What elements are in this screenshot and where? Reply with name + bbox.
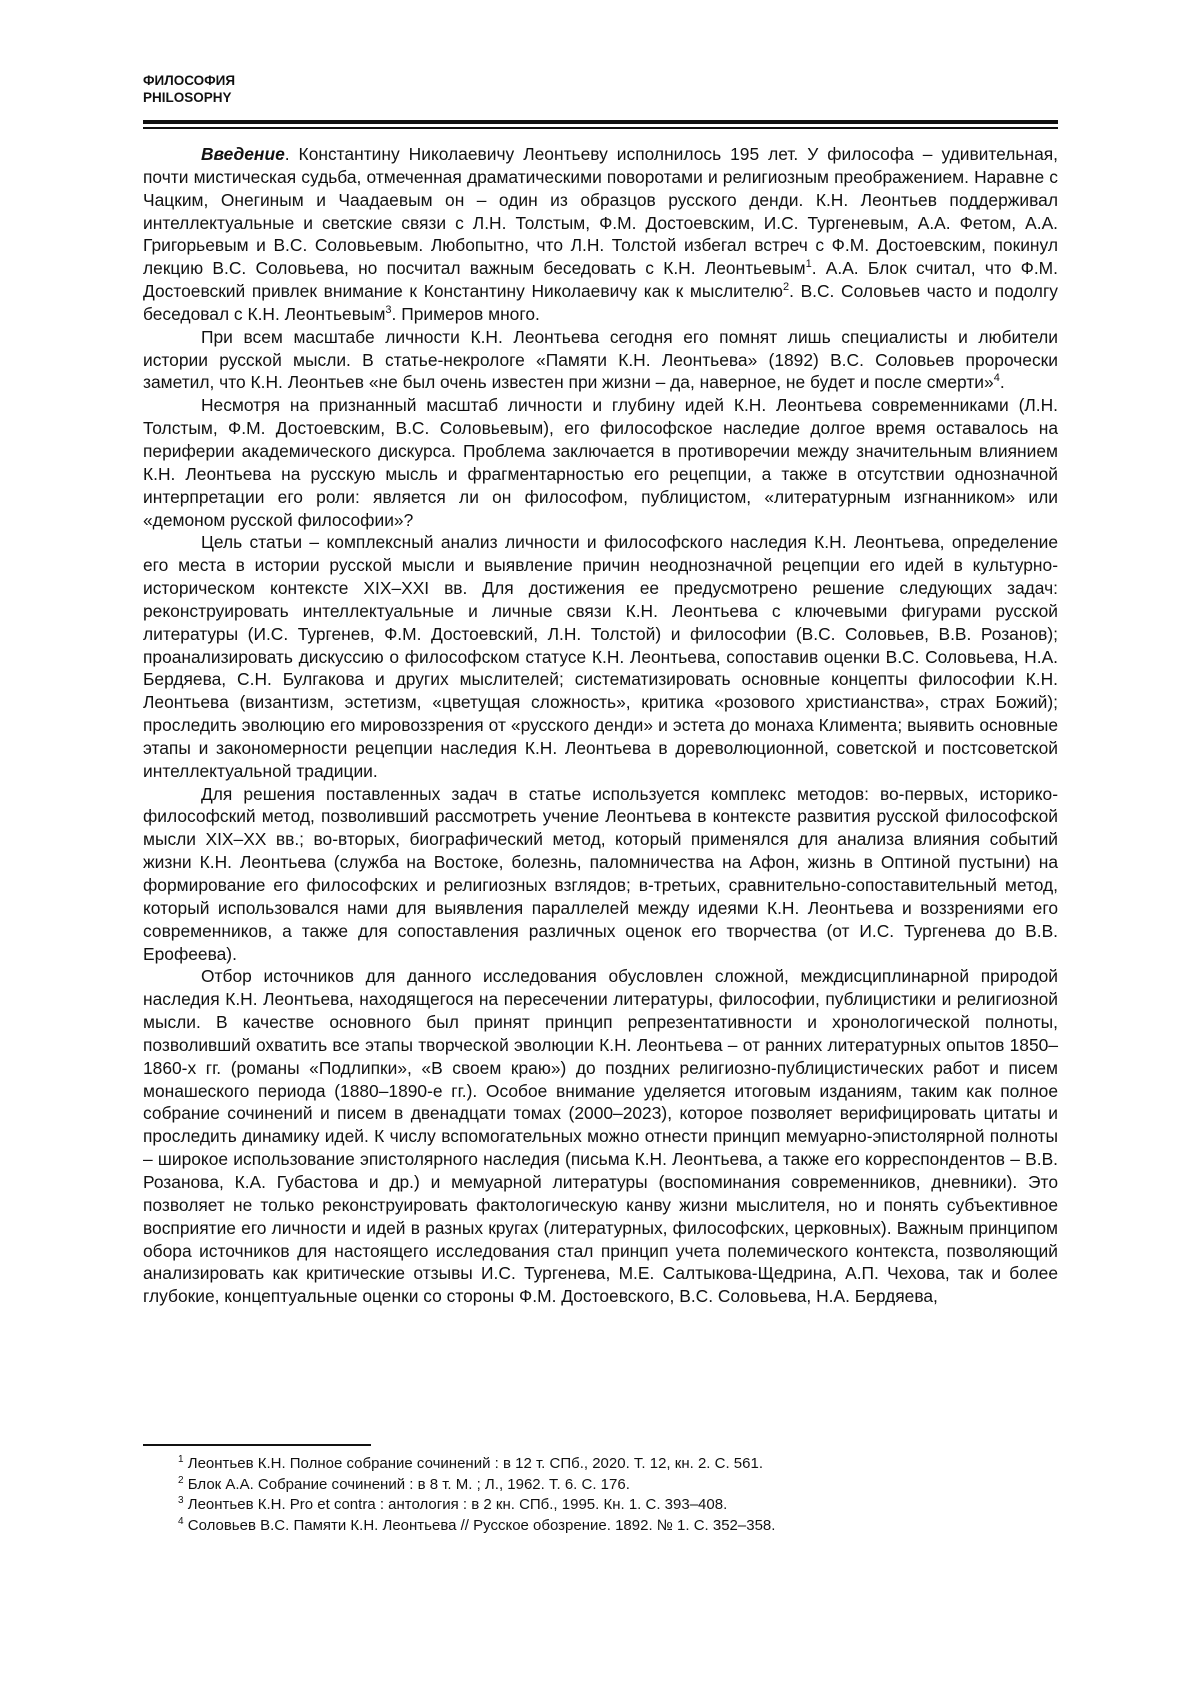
footnote-number: 3 xyxy=(178,1495,184,1506)
footnote-separator xyxy=(143,1444,371,1446)
introduction-heading: Введение xyxy=(201,144,285,164)
paragraph-reception xyxy=(143,326,1058,395)
paragraph-sources: Отбор источников для данного исследования обусловлен сложной, междисциплинарной природой наследия К.Н. Леонтьева, находящегося на пересечении литературы, философии, публицистики и религиозной мысли. В качестве основного был принят принцип репрезентативности и хронологической полноты, позволивший охватить все этапы творческой эволюции К.Н. Леонтьева – от ранних литературных опытов 1850–1860-х гг. (романы «Подлипки», «В своем краю») до поздних религиозно-публицистических работ и писем монашеского периода (1880–1890-е гг.). Особое внимание уделяется итоговым изданиям, таким как полное собрание сочинений и писем в двенадцати томах (2000–2023), которое позволяет верифицировать цитаты и проследить динамику идей. К числу вспомогательных можно отнести принцип мемуарно-эпистолярной полноты – широкое использование эпистолярного наследия (письма К.Н. Леонтьева, а также его корреспондентов – В.В. Розанова, К.А. Губастова и др.) и мемуарной литературы (воспоминания современников, дневники). Это позволяет не только реконструировать фактологическую канву жизни мыслителя, но и понять субъективное восприятие его личности и идей в разных кругах (литературных, философских, церковных). Важным принципом обора источников для настоящего исследования стал принцип учета полемического контекста, позволяющий анализировать как критические отзывы И.С. Тургенева, М.Е. Салтыкова-Щедрина, А.П. Чехова, так и более глубокие, концептуальные оценки со стороны Ф.М. Достоевского, В.С. Соловьева, Н.А. Бердяева, xyxy=(143,966,1058,1307)
paragraph-text: . В.С. Соловьев часто и подолгу беседовал с К.Н. Леонтьевым xyxy=(143,281,1058,324)
running-header xyxy=(143,72,235,106)
paragraph-problem: Несмотря на признанный масштаб личности и глубину идей К.Н. Леонтьева современниками (Л.Н. Толстым, Ф.М. Достоевским, В.С. Соловьевым), его философское наследие долгое время оставалось на периферии академического дискурса. Проблема заключается в противоречии между значительным влиянием К.Н. Леонтьева на русскую мысль и фрагментарностью его рецепции, а также в отсутствии однозначной интерпретации его роли: является ли он философом, публицистом, «литературным изгнанником» или «демоном русской философии»? xyxy=(143,395,1058,530)
header-rule-thick xyxy=(143,120,1058,124)
footnote-ref-1[interactable]: 1 xyxy=(805,258,812,271)
footnote-number: 2 xyxy=(178,1474,184,1486)
section-title-ru: ФИЛОСОФИЯ xyxy=(143,73,236,88)
header-rule-thin xyxy=(143,127,1058,129)
footnote-ref-2[interactable]: 2 xyxy=(782,281,790,294)
paragraph-text: . Примеров много. xyxy=(391,303,540,324)
footnote-number: 1 xyxy=(178,1454,184,1465)
footnote-number: 4 xyxy=(178,1515,184,1527)
paragraph-text: . А.А. Блок считал, что Ф.М. Достоевский привлек внимание к Константину Николаевичу как к мыслителю xyxy=(143,258,1058,302)
footnote-ref-3[interactable]: 3 xyxy=(385,304,392,317)
paragraph-introduction xyxy=(143,143,1058,326)
article-body xyxy=(143,143,1058,1308)
footnote-2 xyxy=(178,1475,1058,1496)
footnote-3 xyxy=(178,1495,1058,1516)
footnote-text: Леонтьев К.Н. Полное собрание сочинений : в 12 т. СПб., 2020. Т. 12, кн. 2. С. 561. xyxy=(183,1455,763,1472)
footnote-4 xyxy=(178,1516,1058,1537)
paragraph-text: При всем масштабе личности К.Н. Леонтьева сегодня его помнят лишь специалисты и любители истории русской мысли. В статье-некрологе «Памяти К.Н. Леонтьева» (1892) В.С. Соловьев пророчески заметил, что К.Н. Леонтьев «не был очень известен при жизни – да, наверное, не будет и после смерти» xyxy=(143,326,1058,393)
paragraph-text: . Константину Николаевичу Леонтьеву исполнилось 195 лет. У философа – удивительная, почти мистическая судьба, отмеченная драматическими поворотами и религиозным преображением. Наравне с Чацким, Онегиным и Чаадаевым он – один из образцов русского денди. К.Н. Леонтьев поддерживал интеллектуальные и светские связи с Л.Н. Толстым, Ф.М. Достоевским, И.С. Тургеневым, А.А. Фетом, А.А. Григорьевым и В.С. Соловьевым. Любопытно, что Л.Н. Толстой избегал встреч с Ф.М. Достоевским, покинул лекцию В.С. Соловьева, но посчитал важным беседовать с К.Н. Леонтьевым xyxy=(143,144,1058,279)
section-title-en: PHILOSOPHY xyxy=(143,90,232,105)
footnotes xyxy=(178,1454,1058,1536)
footnote-text: Леонтьев К.Н. Pro et contra : антология : в 2 кн. СПб., 1995. Кн. 1. С. 393–408. xyxy=(183,1496,728,1513)
paragraph-goal: Цель статьи – комплексный анализ личности и философского наследия К.Н. Леонтьева, определение его места в истории русской мысли и выявление причин неоднозначной рецепции его идей в культурно-историческом контексте XIX–XXI вв. Для достижения ее предусмотрено решение следующих задач: реконструировать интеллектуальные и личные связи К.Н. Леонтьева с ключевыми фигурами русской литературы (И.С. Тургенев, Ф.М. Достоевский, Л.Н. Толстой) и философии (В.С. Соловьев, В.В. Розанов); проанализировать дискуссию о философском статусе К.Н. Леонтьева, сопоставив оценки В.С. Соловьева, Н.А. Бердяева, С.Н. Булгакова и других мыслителей; систематизировать основные концепты философии К.Н. Леонтьева (византизм, эстетизм, «цветущая сложность», критика «розового христианства», страх Божий); проследить эволюцию его мировоззрения от «русского денди» и эстета до монаха Климента; выявить основные этапы и закономерности рецепции наследия К.Н. Леонтьева в дореволюционной, советской и постсоветской интеллектуальной традиции. xyxy=(143,532,1058,781)
paragraph-text: . xyxy=(999,372,1005,393)
footnote-1 xyxy=(178,1454,1058,1475)
footnote-text: Соловьев В.С. Памяти К.Н. Леонтьева // Русское обозрение. 1892. № 1. С. 352–358. xyxy=(183,1516,776,1534)
footnote-ref-4[interactable]: 4 xyxy=(993,372,1000,385)
footnote-text: Блок А.А. Собрание сочинений : в 8 т. М. ; Л., 1962. Т. 6. С. 176. xyxy=(183,1475,630,1493)
paragraph-methods: Для решения поставленных задач в статье используется комплекс методов: во-первых, историко-философский метод, позволивший рассмотреть учение Леонтьева в контексте развития русской философской мысли XIX–XX вв.; во-вторых, биографический метод, который применялся для анализа влияния событий жизни К.Н. Леонтьева (служба на Востоке, болезнь, паломничества на Афон, жизнь в Оптиной пустыни) на формирование его философских и религиозных взглядов; в-третьих, сравнительно-сопоставительный метод, который использовался нами для выявления параллелей между идеями К.Н. Леонтьева и воззрениями его современников, а также для сопоставления различных оценок его творчества (от И.С. Тургенева до В.В. Ерофеева). xyxy=(143,783,1058,964)
